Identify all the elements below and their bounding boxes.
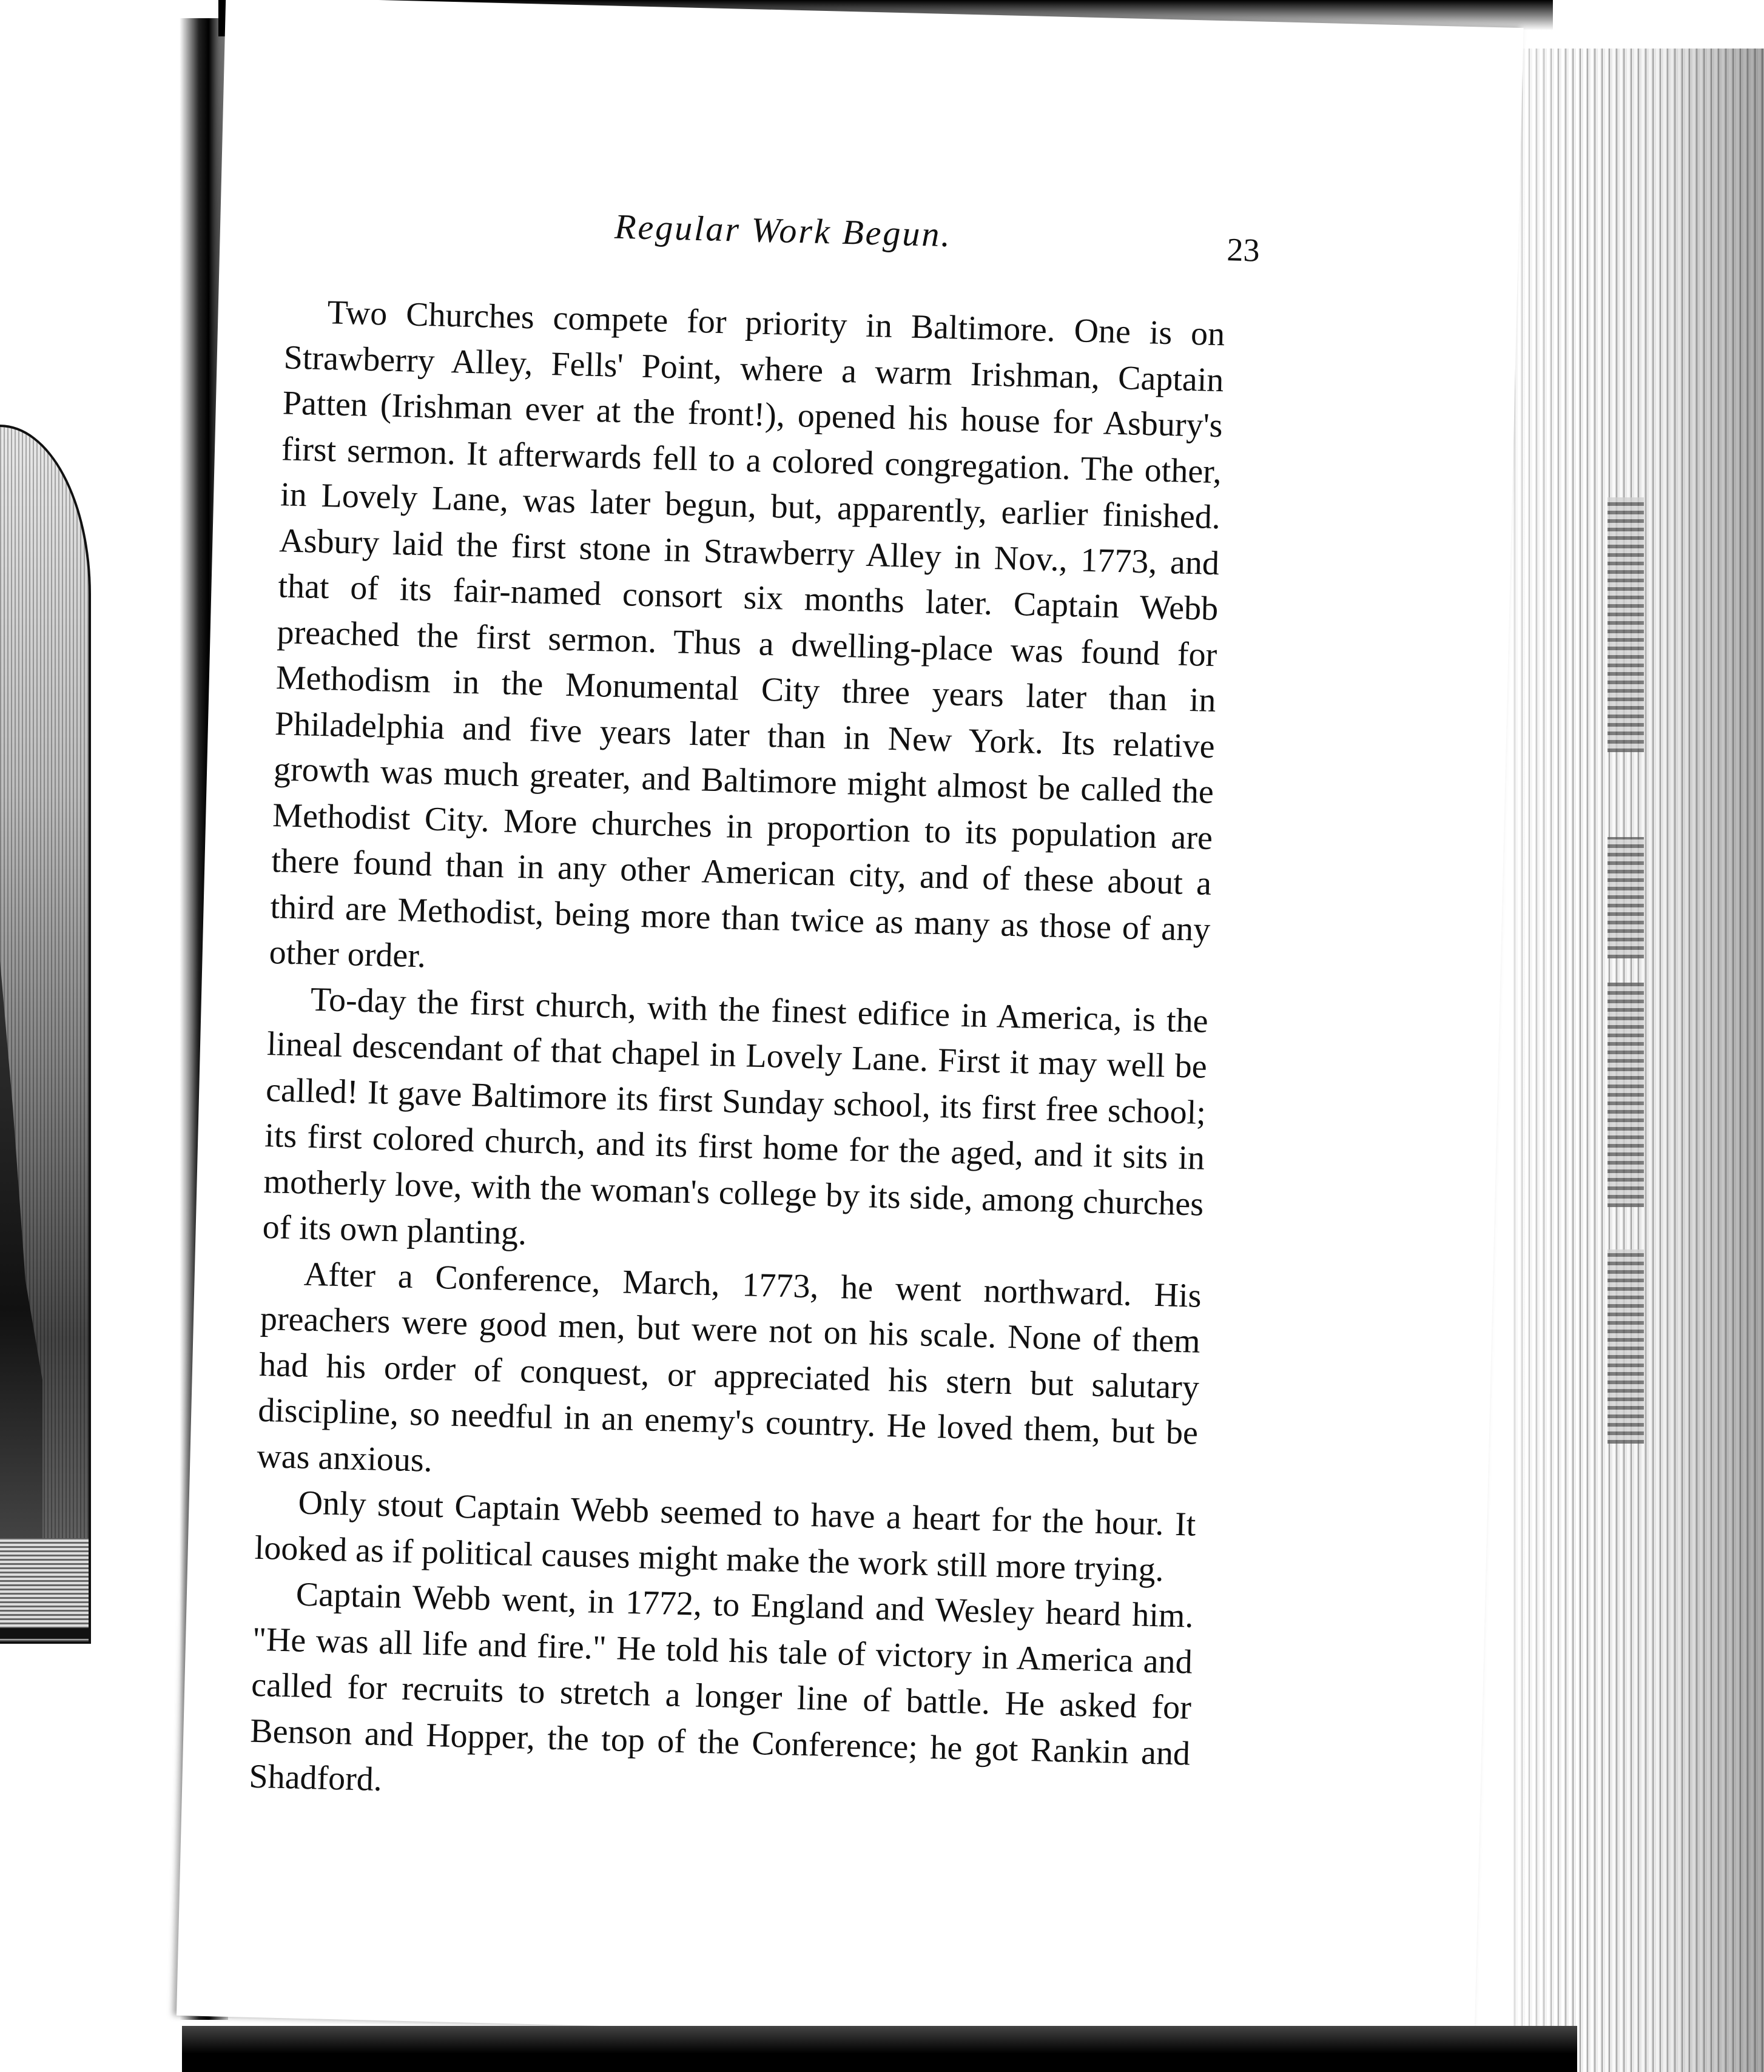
page-number: 23	[1226, 231, 1261, 269]
paragraph: To-day the first church, with the finest edifice in America, is the lineal descendant of that chapel in Lovely Lane. First it may well be called! It gave Baltimore its first Sunday school, its first free school; its first colored church, and its first home for the aged, and it sits in motherly love, with the woman's college by its side, among churches of its own planting.	[262, 980, 1209, 1253]
body-text	[249, 289, 1225, 1823]
edge-stamp-mark	[1607, 837, 1644, 958]
edge-stamp-mark	[1607, 1250, 1644, 1444]
engraving-illustration	[0, 425, 91, 1644]
engraving-caption-bar	[0, 1628, 89, 1639]
paragraph: Only stout Captain Webb seemed to have a heart for the hour. It looked as if political causes might make the work still more trying.	[254, 1484, 1196, 1589]
engraving-foreground	[0, 1538, 89, 1641]
book-page	[177, 0, 1524, 2047]
paragraph: Two Churches compete for priority in Baltimore. One is on Strawberry Alley, Fells' Point, where a warm Irishman, Captain Patten (Irishman ever at the front!), opened his house for Asbury's first sermon. It afterwards fell to a colored congregation. The other, in Lovely Lane, was later begun, but, apparently, earlier finished. Asbury laid the first stone in Strawberry Alley in Nov., 1773, and that of its fair-named consort six months later. Captain Webb preached the first sermon. Thus a dwelling-place was found for Methodism in the Monumental City three years later than in Philadelphia and five years later than in New York. Its relative growth was much greater, and Baltimore might almost be called the Methodist City. More churches in proportion to its population are there found than in any other American city, and of these about a third are Methodist, being more than twice as many as those of any other order.	[269, 294, 1225, 975]
paragraph: Captain Webb went, in 1772, to England and Wesley heard him. "He was all life and fire." He told his tale of victory in America and called for recruits to stretch a longer line of battle. He asked for Benson and Hopper, the top of the Conference; he got Rankin and Shadford.	[248, 1575, 1194, 1799]
running-head: Regular Work Begun.	[614, 206, 952, 255]
paragraph: After a Conference, March, 1773, he went northward. His preachers were good men, but were not on his scale. None of them had his order of conquest, or appreciated his stern but salutary discipline, so needful in an enemy's country. He loved them, but be was anxious.	[256, 1255, 1202, 1479]
church-spire-engraving	[0, 961, 42, 1543]
edge-stamp-mark	[1607, 497, 1644, 752]
edge-stamp-mark	[1607, 983, 1644, 1207]
page-content	[248, 198, 1306, 1799]
bottom-shadow	[182, 2026, 1577, 2072]
